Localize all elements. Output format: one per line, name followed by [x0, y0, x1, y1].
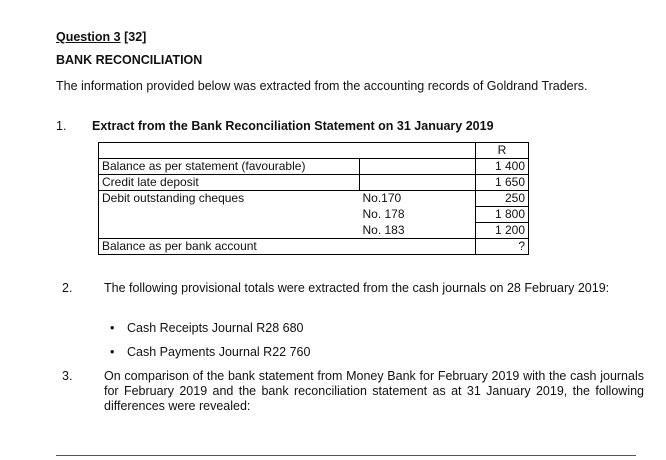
- row-amount: 250: [476, 191, 529, 207]
- page-divider: [56, 455, 636, 456]
- question-marks: [32]: [124, 30, 147, 44]
- question-label: Question 3: [56, 30, 121, 44]
- bullet-icon: •: [110, 345, 115, 359]
- item-2-number: 2.: [62, 281, 73, 295]
- row-description: Balance as per statement (favourable): [99, 159, 360, 175]
- row-description: Credit late deposit: [99, 175, 360, 191]
- table-row: [99, 191, 529, 207]
- item-2-text: The following provisional totals were extracted from the cash journals on 28 February 2019:: [104, 281, 610, 295]
- row-reference: No. 183: [362, 222, 405, 237]
- row-reference: [360, 159, 476, 175]
- item-3-number: 3.: [62, 369, 73, 383]
- bullet-item: Cash Receipts Journal R28 680: [127, 321, 304, 335]
- row-amount: ?: [476, 239, 529, 255]
- row-reference: [360, 175, 476, 191]
- bullet-item: Cash Payments Journal R22 760: [127, 345, 311, 359]
- row-description: Balance as per bank account: [99, 239, 360, 255]
- section-heading: BANK RECONCILIATION: [56, 53, 203, 67]
- item-1-number: 1.: [56, 119, 67, 133]
- table-cell: [99, 143, 360, 159]
- table-cell: [360, 143, 476, 159]
- row-amount: 1 400: [476, 159, 529, 175]
- row-reference: No. 178: [362, 207, 405, 221]
- currency-header: R: [476, 143, 529, 159]
- item-1-title: Extract from the Bank Reconciliation Statement on 31 January 2019: [92, 119, 494, 133]
- row-amount: 1 800: [476, 207, 529, 223]
- bank-reconciliation-table: [98, 142, 529, 255]
- table-row: [99, 223, 529, 239]
- table-row: [99, 159, 529, 175]
- bullet-icon: •: [110, 321, 115, 335]
- table-row: [99, 239, 529, 255]
- table-row: [99, 207, 529, 223]
- row-amount: 1 650: [476, 175, 529, 191]
- intro-paragraph: The information provided below was extracted from the accounting records of Goldrand Traders.: [56, 79, 588, 93]
- row-description: [99, 223, 360, 239]
- table-row: [99, 175, 529, 191]
- question-title: [56, 30, 146, 44]
- row-description: Debit outstanding cheques: [99, 191, 360, 207]
- row-amount: 1 200: [476, 223, 529, 239]
- row-reference: [360, 239, 476, 255]
- table-header-row: [99, 143, 529, 159]
- row-description: [99, 207, 360, 223]
- row-reference: No.170: [360, 191, 476, 207]
- item-3-text: On comparison of the bank statement from Money Bank for February 2019 with the cash journals for February 2019 and the bank reconciliation statement as at 31 January 2019, the following differences were revealed:: [104, 369, 644, 413]
